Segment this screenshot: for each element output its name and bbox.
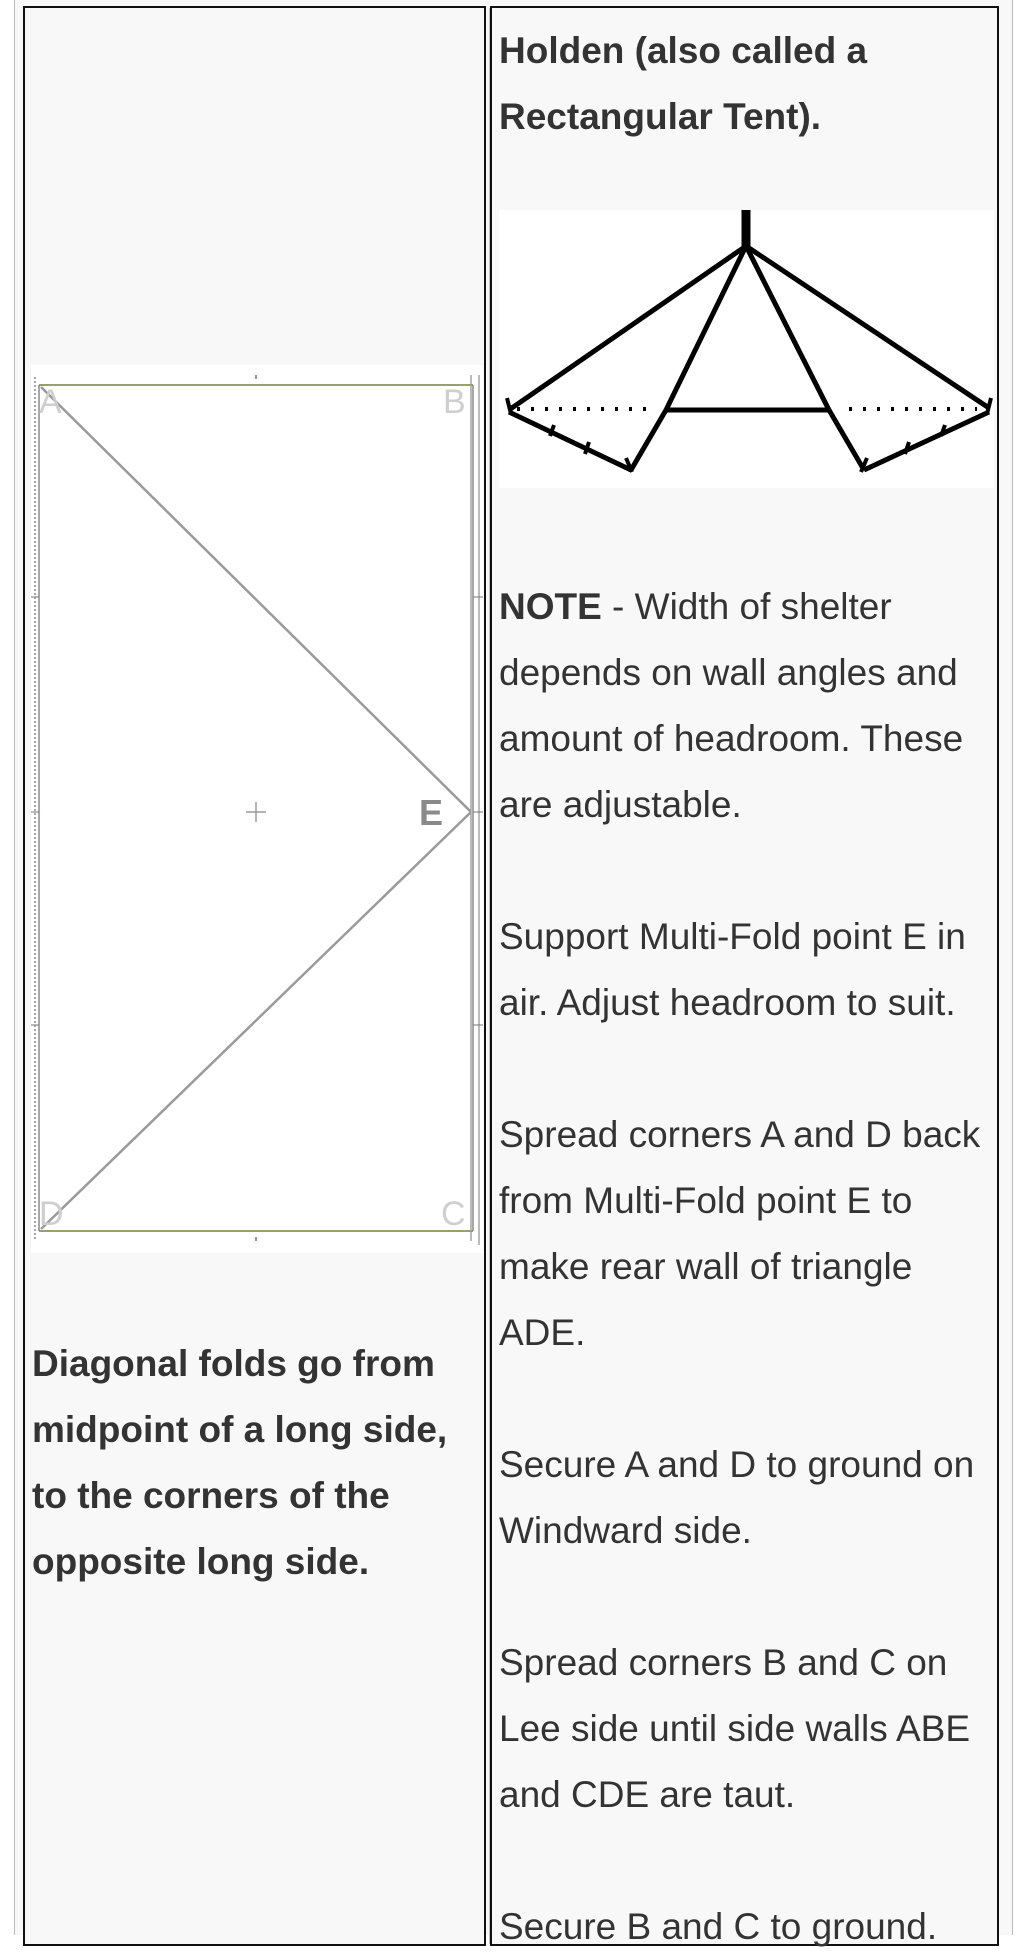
tent-diagram xyxy=(499,210,994,488)
corner-d-label: D xyxy=(39,1195,64,1233)
fold-caption: Diagonal folds go from midpoint of a long side, to the corners of the opposite long side. xyxy=(32,1343,448,1582)
instruction-paragraph: Spread corners A and D back from Multi-Fold point E to make rear wall of triangle ADE. xyxy=(499,1114,981,1353)
instruction-paragraph: Secure A and D to ground on Windward side. xyxy=(499,1444,975,1551)
right-column-cell xyxy=(490,6,999,1946)
point-e-label: E xyxy=(419,792,444,833)
rectangle-fold-diagram xyxy=(31,365,483,1253)
page-title: Holden (also called a Rectangular Tent). xyxy=(499,30,868,137)
note-text: - Width of shelter depends on wall angles and amount of headroom. These are adjustable. xyxy=(499,586,964,825)
note-paragraph xyxy=(499,574,994,838)
instruction-paragraph: Spread corners B and C on Lee side until side walls ABE and CDE are taut. xyxy=(499,1642,970,1815)
note-label: NOTE xyxy=(499,586,602,627)
left-column-cell xyxy=(23,6,486,1946)
corner-a-label: A xyxy=(39,383,62,421)
instruction-paragraph: Secure B and C to ground. xyxy=(499,1906,938,1947)
corner-c-label: C xyxy=(441,1195,466,1233)
corner-b-label: B xyxy=(443,383,466,421)
instruction-paragraph: Support Multi-Fold point E in air. Adjust headroom to suit. xyxy=(499,916,966,1023)
